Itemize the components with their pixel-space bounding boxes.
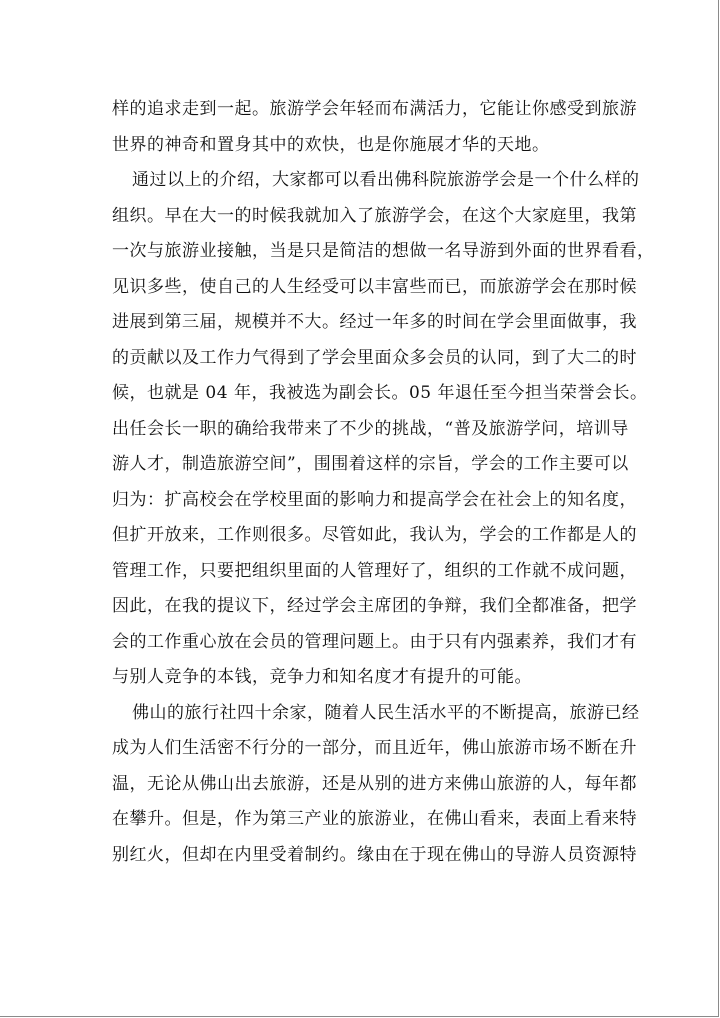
text-line: 温，无论从佛山出去旅游，还是从别的进方来佛山旅游的人，每年都 — [112, 773, 637, 794]
text-line: 在攀升。但是，作为第三产业的旅游业，在佛山看来，表面上看来特 — [112, 809, 637, 829]
text-line: 一次与旅游业接触，当是只是简洁的想做一名导游到外面的世界看看， — [112, 241, 655, 261]
text-line: 游人才，制造旅游空间”，围围着这样的宗旨，学会的工作主要可以 — [112, 454, 629, 474]
text-line: 世界的神奇和置身其中的欢快，也是你施展才华的天地。 — [112, 134, 550, 155]
paragraph-start-line: 通过以上的介绍，大家都可以看出佛科院旅游学会是一个什么样的 — [132, 170, 640, 190]
text-line: 的贡献以及工作力气得到了学会里面众多会员的认同，到了大二的时 — [112, 347, 637, 368]
text-line: 见识多些，使自己的人生经受可以丰富些而已，而旅游学会在那时候 — [112, 276, 637, 297]
text-line: 成为人们生活密不行分的一部分，而且近年，佛山旅游市场不断在升 — [112, 738, 637, 758]
text-line: 因此，在我的提议下，经过学会主席团的争辩，我们全都准备，把学 — [112, 596, 637, 616]
body-text — [112, 92, 655, 873]
text-line: 会的工作重心放在会员的管理问题上。由于只有内强素养，我们才有 — [112, 631, 637, 652]
text-line: 与别人竞争的本钱，竞争力和知名度才有提升的可能。 — [112, 667, 532, 687]
text-line: 别红火，但却在内里受着制约。缘由在于现在佛山的导游人员资源特 — [112, 844, 637, 865]
text-line: 管理工作，只要把组织里面的人管理好了，组织的工作就不成问题， — [112, 560, 637, 581]
text-line: 组织。早在大一的时候我就加入了旅游学会，在这个大家庭里，我第 — [112, 205, 637, 226]
paragraph-start-line: 佛山的旅行社四十余家，随着人民生活水平的不断提高，旅游已经 — [132, 702, 640, 723]
text-line: 出任会长一职的确给我带来了不少的挑战，“普及旅游学问，培训导 — [112, 418, 629, 439]
text-line: 样的追求走到一起。旅游学会年轻而布满活力，它能让你感受到旅游 — [112, 99, 637, 119]
text-line: 归为：扩高校会在学校里面的影响力和提高学会在社会上的知名度， — [112, 489, 637, 510]
text-line: 候，也就是 04 年，我被选为副会长。05 年退任至今担当荣誉会长。 — [112, 383, 648, 403]
text-line: 进展到第三届，规模并不大。经过一年多的时间在学会里面做事，我 — [112, 312, 637, 332]
text-line: 但扩开放来，工作则很多。尽管如此，我认为，学会的工作都是人的 — [112, 525, 637, 545]
